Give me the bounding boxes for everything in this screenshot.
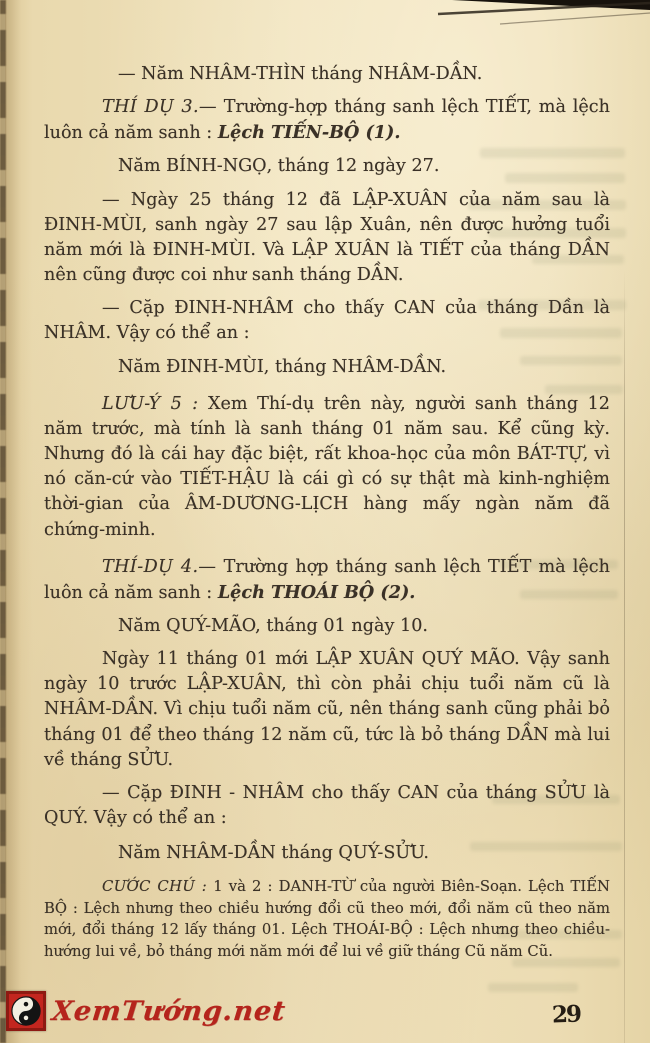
- footnote-label: CƯỚC CHÚ :: [102, 878, 208, 896]
- paragraph-luu-y-5: [44, 392, 610, 543]
- paragraph-thi-du-4: [44, 555, 610, 606]
- paragraph-cap-dinh-nham-dan: — Cặp ĐINH-NHÂM cho thấy CAN của tháng Dần là NHÂM. Vậy có thể an :: [44, 298, 610, 344]
- paragraph-nam-nham-thin: — Năm NHÂM-THÌN tháng NHÂM-DẦN.: [118, 64, 483, 84]
- paragraph-nam-quy-mao: Năm QUÝ-MÃO, tháng 01 ngày 10.: [118, 615, 428, 636]
- yin-yang-icon: [6, 991, 46, 1031]
- paragraph-nam-dinh-mui: Năm ĐINH-MÙI, tháng NHÂM-DẦN.: [118, 356, 447, 377]
- thi-du-3-text: Trường-hợp tháng sanh lệch TIẾT, mà lệch luôn cả năm sanh :: [44, 97, 610, 144]
- paragraph-nam-binh-ngo: Năm BÍNH-NGỌ, tháng 12 ngày 27.: [118, 156, 440, 177]
- thi-du-4-text: Trường hợp tháng sanh lệch TIẾT mà lệch luôn cả năm sanh :: [44, 556, 610, 603]
- luu-y-5-label: LƯU-Ý 5 :: [102, 393, 199, 414]
- thi-du-3-term: Lệch TIẾN-BỘ (1).: [217, 122, 401, 144]
- watermark-site-name: XemTướng.net: [50, 995, 288, 1027]
- thi-du-4-label: THÍ-DỤ 4.—: [102, 556, 217, 577]
- paragraph-thi-du-3: [44, 95, 610, 146]
- scan-top-right-corner: [0, 0, 650, 40]
- paragraph-ngay-25: — Ngày 25 tháng 12 đã LẬP-XUÂN của năm sau là ĐINH-MÙI, sanh ngày 27 sau lập Xuân, nên được hưởng tuổi năm mới là ĐINH-MÙI. Và LẬP XUÂN là TIẾT của tháng DẦN nên cũng được coi như sanh tháng DẦN.: [44, 189, 610, 286]
- watermark: [6, 991, 286, 1031]
- luu-y-5-text: Xem Thí-dụ trên này, người sanh tháng 12 năm trước, mà tính là sanh tháng 01 năm sau. Kể cũng kỳ. Nhưng đó là cái hay đặc biệt, rất khoa-học của môn BÁT-TỰ, vì nó căn-cứ vào TIẾT-HẬU là cái gì có sự thật mà kinh-nghiệm thời-gian của ÂM-DƯƠNG-LỊCH hàng mấy ngàn năm đã chứng-minh.: [44, 393, 611, 540]
- footnote-text: 1 và 2 : DANH-TỪ của người Biên-Soạn. Lệch TIẾN BỘ : Lệch nhưng theo chiều hướng đổi cũ theo mới, đổi năm cũ theo năm mới, đổi tháng 12 lấy tháng 01. Lệch THOÁI-BỘ : Lệch nhưng theo chiều-hướng lui về, bỏ tháng mới năm mới để lui về giữ tháng Cũ năm Cũ.: [44, 878, 610, 960]
- page-crease: [624, 270, 625, 1043]
- page-text: [44, 62, 610, 970]
- footnote-cuoc-chu: [44, 876, 610, 962]
- paragraph-ngay-11: Ngày 11 tháng 01 mới LẬP XUÂN QUÝ MÃO. Vậy sanh ngày 10 trước LẬP-XUÂN, thì còn phải chịu tuổi năm cũ là NHÂM-DẦN. Vì chịu tuổi năm cũ, nên tháng sanh cũng phải bỏ tháng 01 để theo tháng 12 năm cũ, tức là bỏ tháng DẦN mà lui về tháng SỬU.: [44, 649, 610, 770]
- thi-du-3-label: THÍ DỤ 3.—: [102, 97, 217, 118]
- page-number: 29: [551, 1000, 581, 1029]
- scan-left-shadow: [5, 0, 21, 1043]
- paragraph-cap-dinh-nham-suu: — Cặp ĐINH - NHÂM cho thấy CAN của tháng SỬU là QUÝ. Vậy có thể an :: [44, 782, 610, 829]
- paragraph-nam-nham-dan: Năm NHÂM-DẦN tháng QUÝ-SỬU.: [118, 843, 429, 864]
- thi-du-4-term: Lệch THOÁI BỘ (2).: [217, 581, 416, 603]
